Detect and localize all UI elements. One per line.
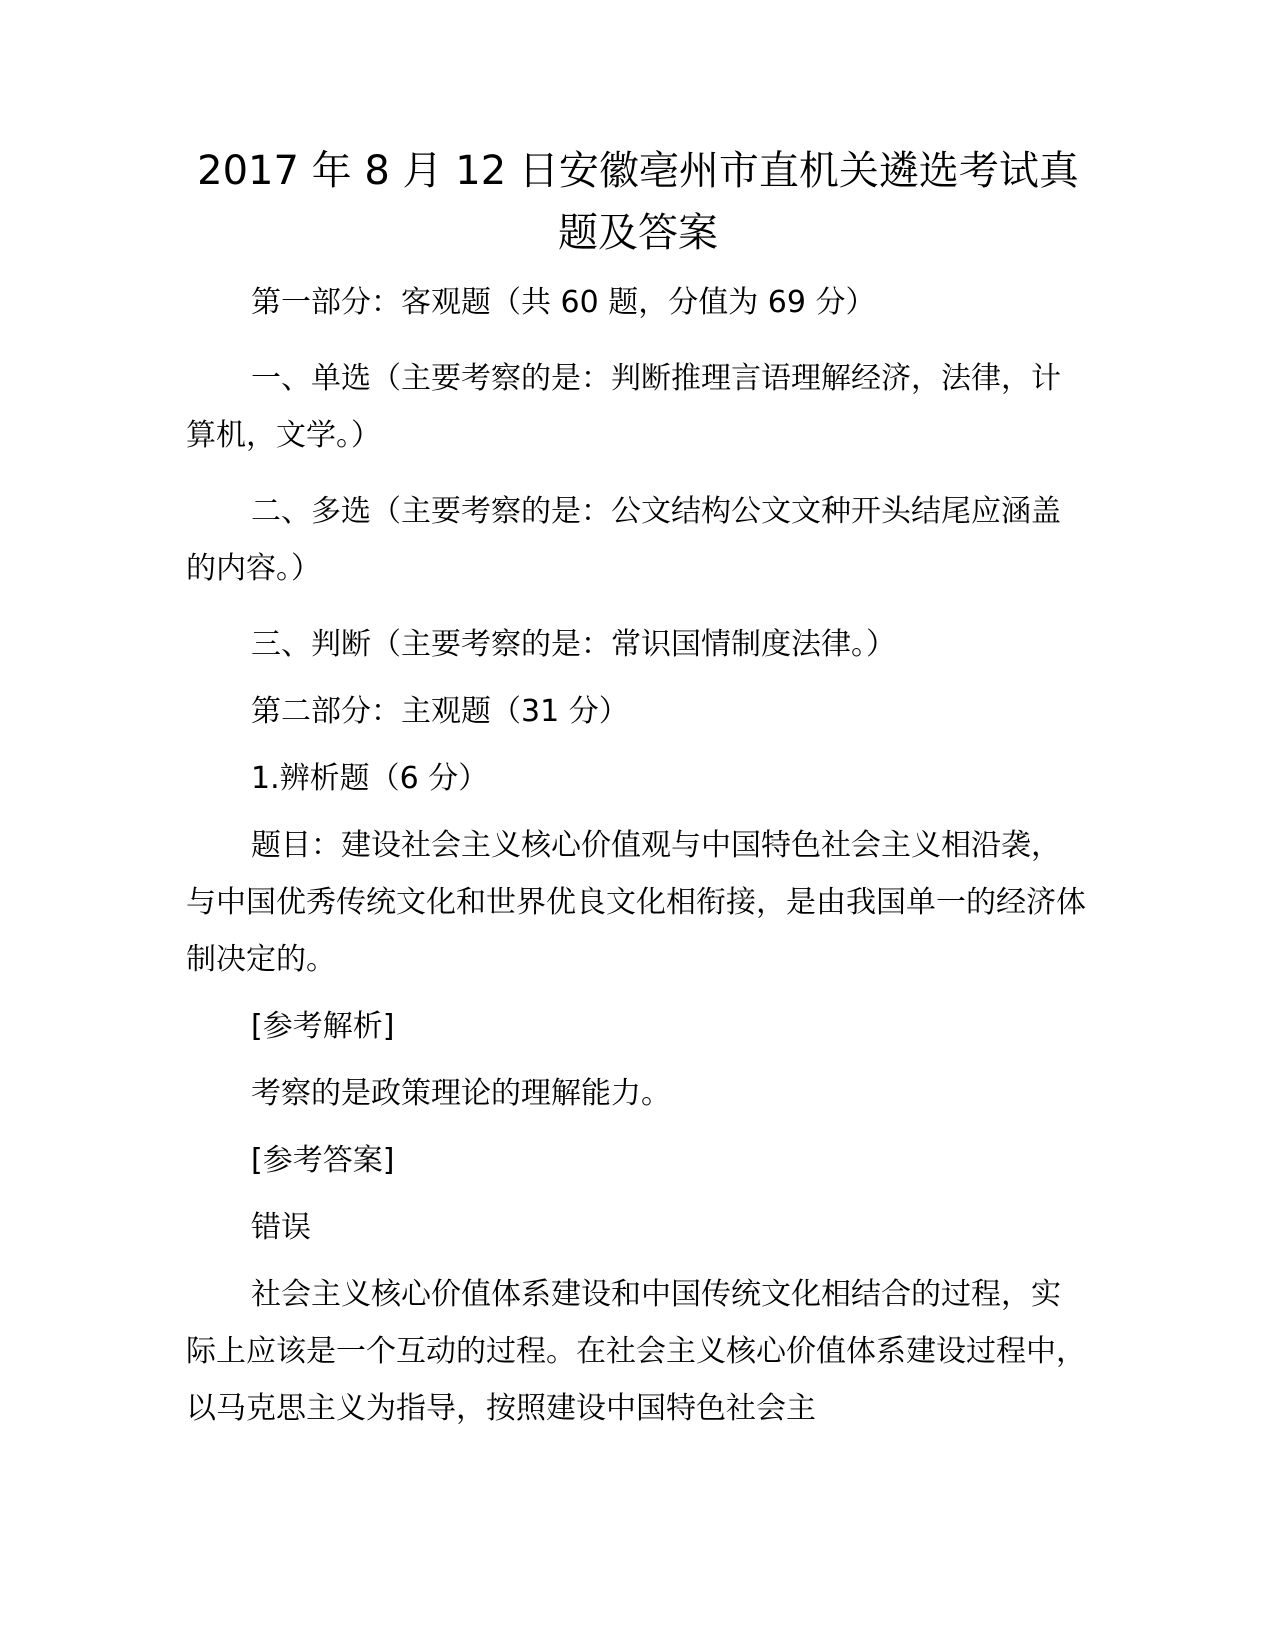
answer-verdict: 错误: [251, 1210, 311, 1245]
multiple-choice-item: 二、多选（主要考察的是：公文结构公文文种开头结尾应涵盖的内容。）: [186, 494, 1061, 586]
section-objective-heading: 第一部分：客观题（共 60 题，分值为 69 分）: [251, 285, 876, 320]
question-text: 题目：建设社会主义核心价值观与中国特色社会主义相沿袭，与中国优秀传统文化和世界优良文化相衔接，是由我国单一的经济体制决定的。: [186, 828, 1086, 977]
answer-explanation: 社会主义核心价值体系建设和中国传统文化相结合的过程，实际上应该是一个互动的过程。在社会主义核心价值体系建设过程中，以马克思主义为指导，按照建设中国特色社会主: [186, 1277, 1086, 1426]
analysis-question-heading: 1.辨析题（6 分）: [251, 761, 489, 796]
document-title: 2017 年 8 月 12 日安徽亳州市直机关遴选考试真题及答案: [197, 148, 1079, 256]
reference-answer-label: [参考答案]: [251, 1143, 395, 1178]
true-false-item: 三、判断（主要考察的是：常识国情制度法律。）: [251, 627, 896, 662]
reference-analysis-label: [参考解析]: [251, 1009, 395, 1044]
document-page: [186, 140, 1090, 1437]
section-subjective-heading: 第二部分：主观题（31 分）: [251, 694, 629, 729]
single-choice-item: 一、单选（主要考察的是：判断推理言语理解经济，法律，计算机，文学。）: [186, 361, 1061, 453]
reference-analysis-text: 考察的是政策理论的理解能力。: [251, 1076, 671, 1111]
